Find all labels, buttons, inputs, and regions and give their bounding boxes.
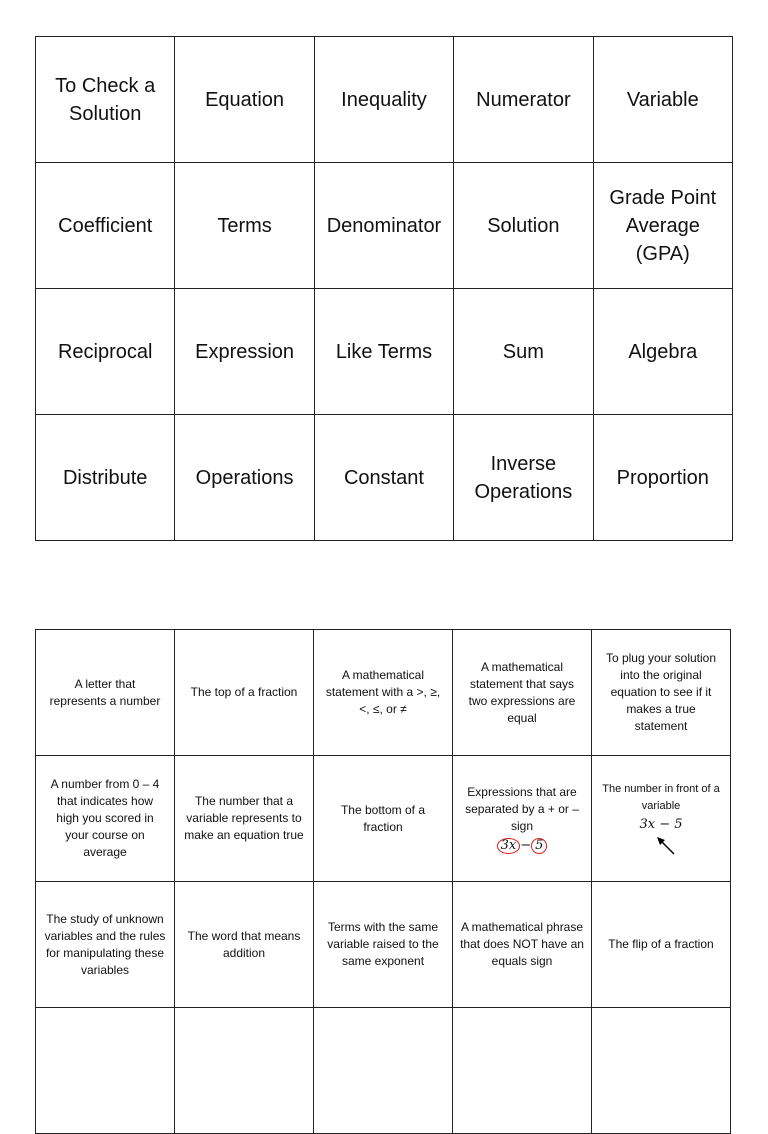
term-cell: Expression — [175, 289, 314, 415]
definitions-row — [36, 756, 731, 882]
term-cell: Proportion — [593, 415, 732, 541]
term-cell: Coefficient — [36, 163, 175, 289]
definition-cell-empty — [36, 1008, 175, 1134]
term-cell: Constant — [314, 415, 453, 541]
definition-cell: The study of unknown variables and the rules for manipulating these variables — [36, 882, 175, 1008]
definitions-row — [36, 882, 731, 1008]
definition-cell: A mathematical statement that says two expressions are equal — [453, 630, 592, 756]
term-cell: Grade Point Average (GPA) — [593, 163, 732, 289]
term-cell: Distribute — [36, 415, 175, 541]
definition-cell-empty — [314, 1008, 453, 1134]
coefficient-example-expression: 3x − 5 — [639, 817, 683, 832]
term-cell: Like Terms — [314, 289, 453, 415]
arrow-icon — [641, 835, 681, 857]
term-cell: Denominator — [314, 163, 453, 289]
term-cell: Sum — [454, 289, 593, 415]
definition-cell: The bottom of a fraction — [314, 756, 453, 882]
definition-cell: Terms with the same variable raised to the same exponent — [314, 882, 453, 1008]
term-cell: Terms — [175, 163, 314, 289]
terms-row — [36, 163, 733, 289]
term-cell: Algebra — [593, 289, 732, 415]
definition-cell: A mathematical statement with a >, ≥, <, ≤, or ≠ — [314, 630, 453, 756]
definitions-row — [36, 1008, 731, 1134]
definition-cell: A letter that represents a number — [36, 630, 175, 756]
terms-row — [36, 37, 733, 163]
term-cell: Operations — [175, 415, 314, 541]
terms-row — [36, 289, 733, 415]
term-cell: Variable — [593, 37, 732, 163]
definitions-row — [36, 630, 731, 756]
circled-term: 5 — [531, 838, 547, 854]
terms-row — [36, 415, 733, 541]
definition-cell-empty — [453, 1008, 592, 1134]
term-cell: To Check a Solution — [36, 37, 175, 163]
definition-cell: A mathematical phrase that does NOT have an equals sign — [453, 882, 592, 1008]
definition-text: The number in front of a variable — [602, 783, 720, 812]
term-cell: Solution — [454, 163, 593, 289]
definition-cell: A number from 0 – 4 that indicates how high you scored in your course on average — [36, 756, 175, 882]
definition-cell-empty — [592, 1008, 731, 1134]
definition-cell: The number that a variable represents to make an equation true — [175, 756, 314, 882]
definition-text: Expressions that are separated by a + or – sign — [465, 784, 579, 833]
vocabulary-terms-table — [35, 36, 733, 541]
definitions-table — [35, 629, 731, 1134]
definition-cell: The top of a fraction — [175, 630, 314, 756]
terms-example-expression — [497, 837, 548, 854]
definition-cell: The flip of a fraction — [592, 882, 731, 1008]
definition-cell: To plug your solution into the original equation to see if it makes a true statement — [592, 630, 731, 756]
term-cell: Inequality — [314, 37, 453, 163]
definition-cell-empty — [175, 1008, 314, 1134]
term-cell: Inverse Operations — [454, 415, 593, 541]
circled-term: 3x — [497, 838, 521, 854]
term-cell: Numerator — [454, 37, 593, 163]
operator: − — [520, 837, 532, 853]
term-cell: Equation — [175, 37, 314, 163]
term-cell: Reciprocal — [36, 289, 175, 415]
definition-cell: The word that means addition — [175, 882, 314, 1008]
definition-cell-coefficient — [592, 756, 731, 882]
definition-cell-terms — [453, 756, 592, 882]
